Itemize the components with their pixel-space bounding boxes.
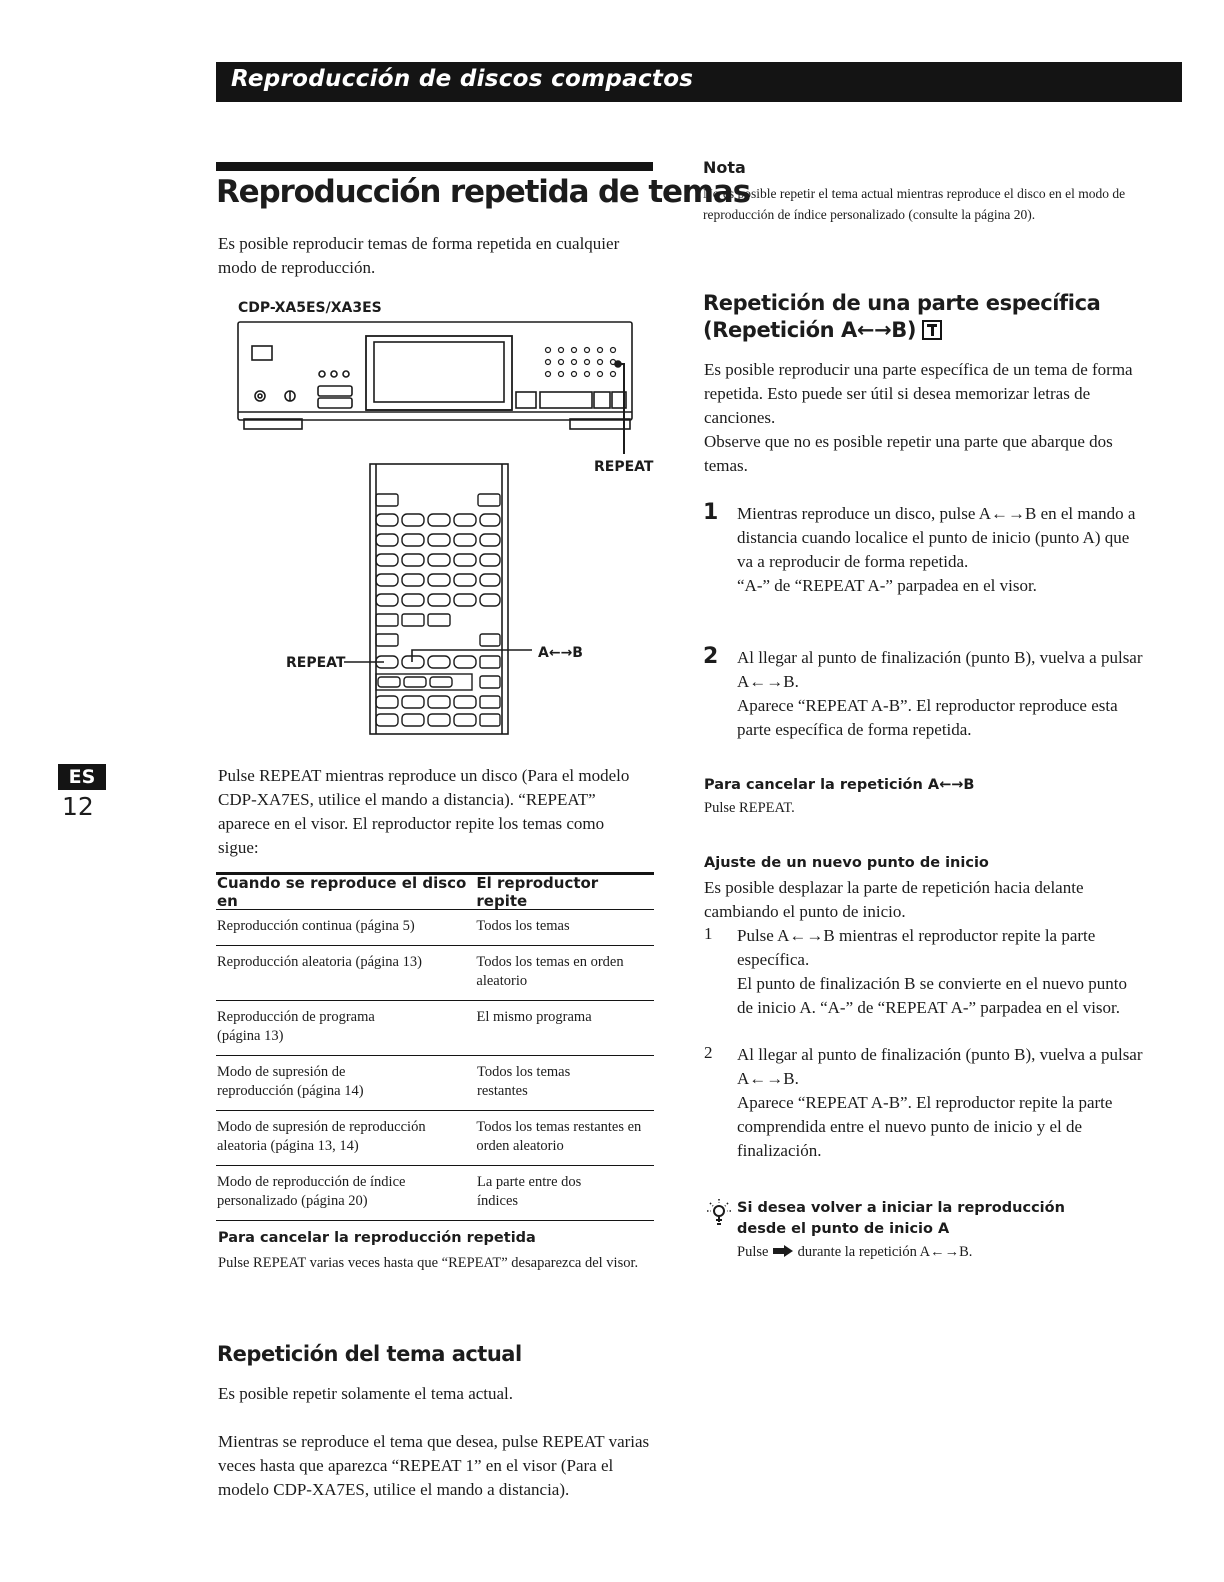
ab-repeat-note-text: Observe que no es posible repetir una parte que abarque dos temas. [704,432,1113,475]
repeat-callout-player: REPEAT [594,459,654,475]
player-and-remote-illustration [232,318,656,738]
tip-heading: Si desea volver a iniciar la reproducción desde el punto de inicio A [737,1200,1065,1237]
cancel-repeat-heading: Para cancelar la reproducción repetida [218,1230,536,1246]
step-instruction: Mientras reproduce un disco, pulse A←→B en el mando a distancia cuando localice el punto de inicio (punto A) que va a reproducir de forma repetida. [737,504,1136,571]
step-result: Aparece “REPEAT A-B”. El reproductor reproduce esta parte específica de forma repetida. [737,696,1118,739]
table-row [216,910,654,946]
table-header-row [216,872,654,910]
language-badge: ES [58,764,106,790]
intro-paragraph: Es posible reproducir temas de forma repetida en cualquier modo de reproducción. [218,234,620,277]
tip-text-after: durante la repetición A←→B. [797,1244,973,1260]
repeat-instructions-paragraph: Pulse REPEAT mientras reproduce un disco (Para el modelo CDP-XA7ES, utilice el mando a distancia). “REPEAT” aparece en el visor. El reproductor repite los temas como sigue: [218,766,630,857]
list-number: 1 [704,924,713,943]
current-track-instructions: Mientras se reproduce el tema que desea, pulse REPEAT varias veces hasta que aparezca “REPEAT 1” en el visor (Para el modelo CDP-XA7ES, utilice el mando a distancia). [218,1432,650,1499]
table-cell: Reproducción de programa (página 13) [217,1009,375,1044]
page-title: Reproducción repetida de temas [216,174,750,210]
ab-repeat-heading-line1: Repetición de una parte específica [703,291,1101,315]
list-item [737,1043,1147,1163]
tip-text [737,1241,972,1263]
table-header-cell: Cuando se reproduce el disco en [217,874,467,910]
table-cell: Todos los temas restantes en orden aleatorio [476,1119,642,1154]
title-rule [216,162,653,171]
table-row [216,1056,654,1111]
list-number: 2 [704,1043,713,1062]
model-label: CDP-XA5ES/XA3ES [238,300,382,316]
table-row [216,1111,654,1166]
table-row [216,946,654,1001]
table-cell: El mismo programa [476,1009,592,1025]
lightbulb-tip-icon [706,1198,732,1226]
table-cell: Modo de supresión de reproducción (página 14) [217,1064,364,1099]
ab-repeat-heading-line2: (Repetición A←→B) [703,318,917,342]
table-cell: Modo de reproducción de índice personalizado (página 20) [217,1174,406,1209]
ab-repeat-heading [703,290,1100,344]
cancel-repeat-text: Pulse REPEAT varias veces hasta que “REPEAT” desaparezca del visor. [218,1255,639,1271]
section-header-title: Reproducción de discos compactos [231,66,694,92]
new-start-intro: Es posible desplazar la parte de repetición hacia delante cambiando el punto de inicio. [704,878,1084,921]
step-instruction: Al llegar al punto de finalización (punto B), vuelva a pulsar A←→B. [737,648,1143,691]
note-text: No es posible repetir el tema actual mientras reproduce el disco en el modo de reproducción de índice personalizado (consulte la página 20). [703,186,1126,222]
list-item [737,924,1147,1020]
current-track-heading: Repetición del tema actual [217,1342,522,1366]
remote-only-icon [922,320,942,340]
ab-repeat-intro [704,358,1144,478]
step-number: 2 [703,644,719,669]
step-number: 1 [703,500,719,525]
step-text [737,646,1147,742]
table-cell: La parte entre dos índices [477,1174,582,1209]
table-row [216,1001,654,1056]
ab-repeat-intro-text: Es posible reproducir una parte específica de un tema de forma repetida. Esto puede ser útil si desea memorizar letras de canciones. [704,360,1133,427]
page-number: 12 [62,792,94,821]
step-text [737,502,1147,598]
list-item-result: El punto de finalización B se convierte en el nuevo punto de inicio A. “A-” de “REPEAT A-” parpadea en el visor. [737,974,1127,1017]
table-cell: Reproducción aleatoria (página 13) [217,954,422,970]
repeat-mode-table [216,872,654,1221]
current-track-intro: Es posible repetir solamente el tema actual. [218,1384,514,1403]
table-cell: Todos los temas en orden aleatorio [476,954,624,989]
table-row [216,1166,654,1221]
table-header-cell: El reproductor repite [476,874,599,910]
list-item-instruction: Al llegar al punto de finalización (punto B), vuelva a pulsar A←→B. [737,1045,1143,1088]
table-cell: Todos los temas restantes [477,1064,571,1099]
table-cell: Todos los temas [476,918,570,934]
step-result: “A-” de “REPEAT A-” parpadea en el visor. [737,576,1037,595]
list-item-instruction: Pulse A←→B mientras el reproductor repite la parte específica. [737,926,1096,969]
new-start-heading: Ajuste de un nuevo punto de inicio [704,855,989,871]
repeat-callout-remote: REPEAT [286,655,346,671]
cancel-ab-text: Pulse REPEAT. [704,800,795,816]
play-icon [772,1245,794,1257]
ab-callout-remote: A←→B [538,645,583,661]
note-heading: Nota [703,158,746,177]
table-cell: Reproducción continua (página 5) [217,918,415,934]
table-cell: Modo de supresión de reproducción aleatoria (página 13, 14) [217,1119,426,1154]
cancel-ab-heading: Para cancelar la repetición A←→B [704,777,975,793]
tip-text-before: Pulse [737,1244,769,1260]
list-item-result: Aparece “REPEAT A-B”. El reproductor repite la parte comprendida entre el nuevo punto de inicio y el de finalización. [737,1093,1113,1160]
remote-control-illustration [370,464,508,734]
